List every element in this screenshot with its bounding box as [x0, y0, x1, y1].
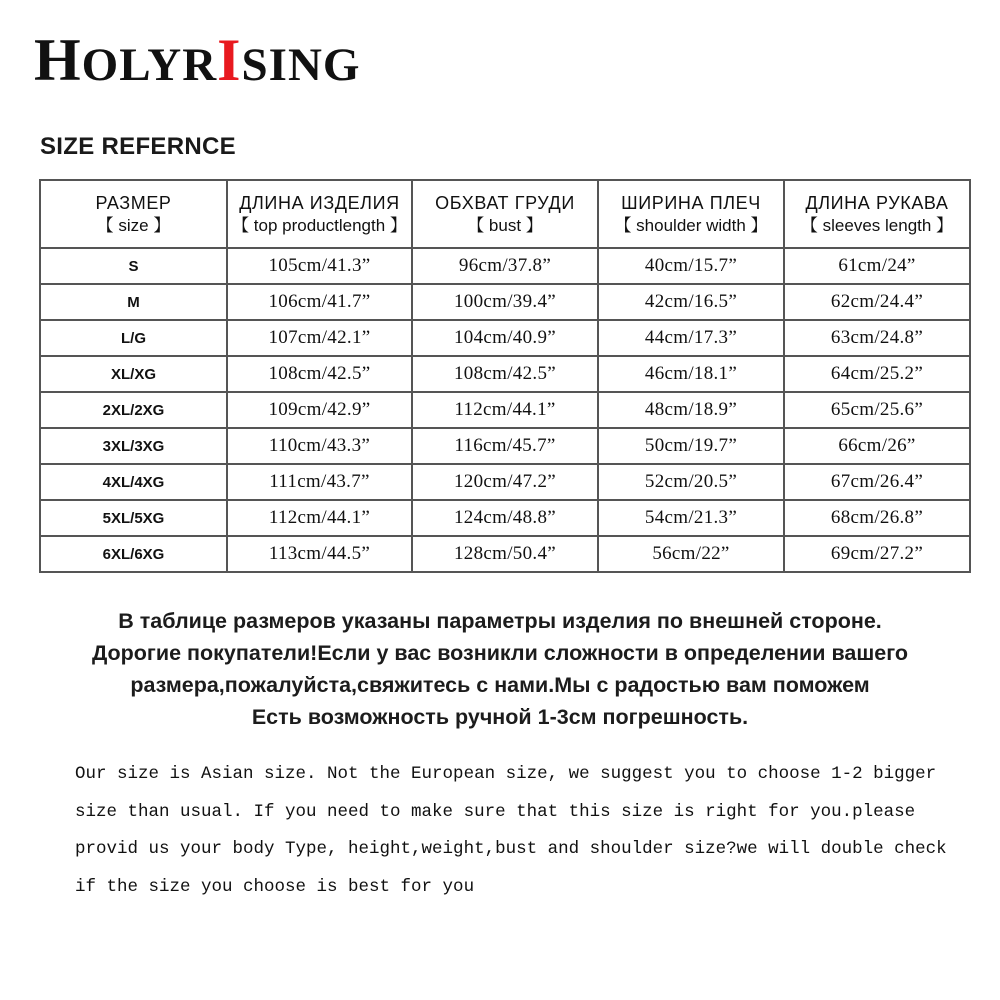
table-row	[40, 356, 970, 392]
shoulder-cell: 56cm/22”	[598, 536, 784, 572]
header-sub-label: 【 size 】	[96, 216, 171, 235]
notice-line: size than usual. If you need to make sure that this size is right for you.please	[75, 801, 916, 822]
bust-cell: 120cm/47.2”	[412, 464, 598, 500]
table-row	[40, 428, 970, 464]
sleeve-cell: 61cm/24”	[784, 248, 970, 284]
table-row	[40, 464, 970, 500]
shoulder-cell: 42cm/16.5”	[598, 284, 784, 320]
brand-logo: HOLYRISING	[34, 27, 361, 93]
header-main-label: ШИРИНА ПЛЕЧ	[621, 193, 761, 213]
table-row	[40, 392, 970, 428]
size-cell: 3XL/3XG	[40, 428, 227, 464]
size-cell: L/G	[40, 320, 227, 356]
bust-cell: 96cm/37.8”	[412, 248, 598, 284]
header-sub-label: 【 sleeves length 】	[800, 216, 954, 235]
bust-cell: 100cm/39.4”	[412, 284, 598, 320]
english-notice	[75, 756, 980, 906]
length-cell: 105cm/41.3”	[227, 248, 412, 284]
header-main-label: ДЛИНА ИЗДЕЛИЯ	[239, 193, 400, 213]
length-cell: 107cm/42.1”	[227, 320, 412, 356]
table-row	[40, 320, 970, 356]
length-cell: 111cm/43.7”	[227, 464, 412, 500]
size-cell: S	[40, 248, 227, 284]
length-cell: 106cm/41.7”	[227, 284, 412, 320]
shoulder-cell: 48cm/18.9”	[598, 392, 784, 428]
shoulder-cell: 40cm/15.7”	[598, 248, 784, 284]
length-cell: 110cm/43.3”	[227, 428, 412, 464]
notice-line: Дорогие покупатели!Если у вас возникли сложности в определении вашего	[91, 641, 909, 665]
table-header-row	[40, 180, 970, 248]
shoulder-cell: 44cm/17.3”	[598, 320, 784, 356]
bust-cell: 128cm/50.4”	[412, 536, 598, 572]
sleeve-cell: 68cm/26.8”	[784, 500, 970, 536]
notice-line: if the size you choose is best for you	[75, 876, 475, 897]
shoulder-cell: 50cm/19.7”	[598, 428, 784, 464]
russian-notice	[0, 605, 1000, 733]
sleeve-cell: 69cm/27.2”	[784, 536, 970, 572]
size-cell: 5XL/5XG	[40, 500, 227, 536]
shoulder-cell: 46cm/18.1”	[598, 356, 784, 392]
sleeve-cell: 66cm/26”	[784, 428, 970, 464]
header-main-label: РАЗМЕР	[95, 193, 172, 213]
header-sub-label: 【 bust 】	[467, 216, 543, 235]
sleeve-cell: 63cm/24.8”	[784, 320, 970, 356]
shoulder-cell: 52cm/20.5”	[598, 464, 784, 500]
header-sub-label: 【 top productlength 】	[232, 216, 407, 235]
header-cell-shoulder	[598, 180, 784, 248]
header-main-label: ОБХВАТ ГРУДИ	[435, 193, 575, 213]
sleeve-cell: 65cm/25.6”	[784, 392, 970, 428]
length-cell: 113cm/44.5”	[227, 536, 412, 572]
size-cell: 6XL/6XG	[40, 536, 227, 572]
header-sub-label: 【 shoulder width 】	[614, 216, 768, 235]
notice-line: provid us your body Type, height,weight,bust and shoulder size?we will double check	[75, 839, 947, 859]
size-cell: 2XL/2XG	[40, 392, 227, 428]
size-chart-table	[39, 179, 971, 573]
sleeve-cell: 62cm/24.4”	[784, 284, 970, 320]
table-row	[40, 500, 970, 536]
header-cell-sleeve	[784, 180, 970, 248]
size-cell: M	[40, 284, 227, 320]
header-cell-length	[227, 180, 412, 248]
bust-cell: 124cm/48.8”	[412, 500, 598, 536]
notice-line: Our size is Asian size. Not the European size, we suggest you to choose 1-2 bigger	[75, 764, 937, 784]
table-row	[40, 284, 970, 320]
notice-line: размера,пожалуйста,свяжитесь с нами.Мы с радостью вам поможем	[130, 673, 870, 697]
sleeve-cell: 64cm/25.2”	[784, 356, 970, 392]
length-cell: 108cm/42.5”	[227, 356, 412, 392]
shoulder-cell: 54cm/21.3”	[598, 500, 784, 536]
length-cell: 112cm/44.1”	[227, 500, 412, 536]
size-cell: XL/XG	[40, 356, 227, 392]
header-cell-bust	[412, 180, 598, 248]
size-cell: 4XL/4XG	[40, 464, 227, 500]
table-row	[40, 536, 970, 572]
bust-cell: 116cm/45.7”	[412, 428, 598, 464]
sleeve-cell: 67cm/26.4”	[784, 464, 970, 500]
notice-line: В таблице размеров указаны параметры изделия по внешней стороне.	[118, 609, 882, 633]
header-cell-size	[40, 180, 227, 248]
length-cell: 109cm/42.9”	[227, 392, 412, 428]
size-reference-heading: SIZE REFERNCE	[40, 133, 236, 160]
notice-line: Есть возможность ручной 1-3см погрешность.	[251, 705, 749, 729]
bust-cell: 108cm/42.5”	[412, 356, 598, 392]
table-row	[40, 248, 970, 284]
bust-cell: 112cm/44.1”	[412, 392, 598, 428]
header-main-label: ДЛИНА РУКАВА	[805, 193, 949, 213]
bust-cell: 104cm/40.9”	[412, 320, 598, 356]
